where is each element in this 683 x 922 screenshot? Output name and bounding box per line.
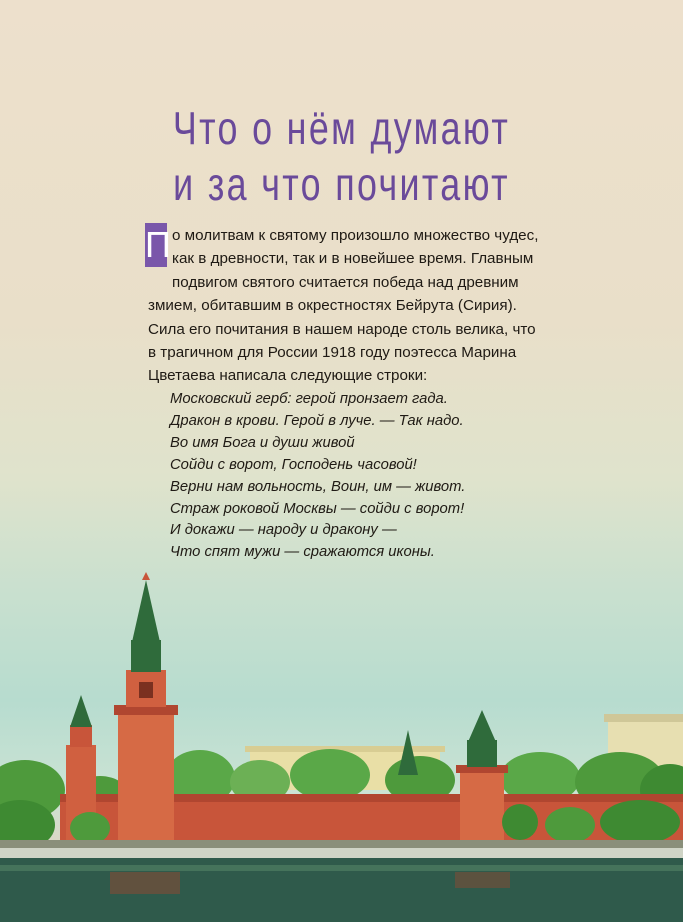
paragraph-line: подвигом святого считается победа над древним — [172, 273, 519, 291]
main-tower — [114, 572, 178, 840]
paragraph-line: о молитвам к святому произошло множество чудес, — [172, 227, 539, 244]
poem-line: Московский герб: герой пронзает гада. — [170, 391, 448, 407]
paragraph-line: Цветаева написала следующие строки: — [148, 367, 428, 385]
paragraph-line: как в древности, так и в новейшее время. Главным — [172, 250, 534, 268]
body-paragraph — [148, 224, 588, 388]
poem-line: Во имя Бога и души живой — [170, 434, 355, 451]
heading-line-2: и за что почитают — [173, 158, 510, 210]
poem-line: И докажи — народу и дракону — — [170, 522, 397, 539]
poem-line: Сойди с ворот, Господень часовой! — [170, 456, 417, 473]
embankment — [0, 840, 683, 848]
poem-line: Верни нам вольность, Воин, им — живот. — [170, 478, 466, 495]
heading-line-1: Что о нём думают — [172, 102, 511, 154]
poem-line: Что спят мужи — сражаются иконы. — [170, 544, 435, 561]
paragraph-line: змием, обитавшим в окрестностях Бейрута (Сирия). — [148, 297, 517, 315]
poem-quote — [170, 389, 570, 564]
poem-line: Страж роковой Москвы — сойди с ворот! — [170, 500, 465, 517]
page-heading — [75, 100, 608, 212]
paragraph-line: Сила его почитания в нашем народе столь велика, что — [148, 320, 536, 338]
drop-cap: П — [145, 224, 171, 265]
poem-line: Дракон в крови. Герой в луче. — Так надо. — [170, 412, 464, 429]
right-tower — [456, 710, 508, 840]
kremlin-illustration — [0, 560, 683, 922]
quay — [0, 848, 683, 858]
paragraph-line: в трагичном для России 1918 году поэтесса Марина — [148, 344, 517, 362]
